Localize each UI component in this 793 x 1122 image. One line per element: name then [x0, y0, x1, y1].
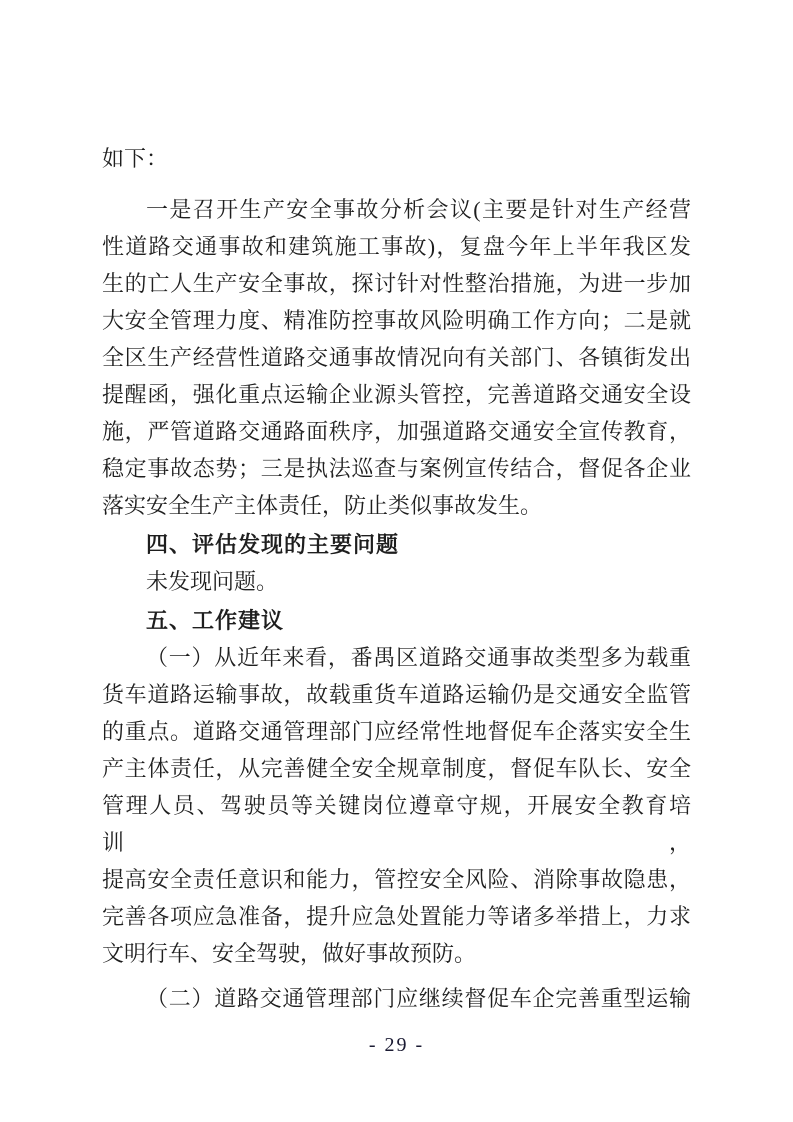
text-line: 提高安全责任意识和能力，管控安全风险、消除事故隐患，: [102, 867, 691, 892]
text-line: 文明行车、安全驾驶，做好事故预防。: [102, 941, 477, 966]
text-line: 货车道路运输事故，故载重货车道路运输仍是交通安全监管: [102, 682, 691, 707]
paragraph-suggestion-2: [102, 980, 691, 1017]
paragraph-measures: [102, 191, 691, 524]
paragraph-continuation: [102, 140, 691, 177]
text-line: 未发现问题。: [146, 569, 279, 594]
text-line: 大安全管理力度、精准防控事故风险明确工作方向；二是就: [102, 308, 691, 333]
paragraph-section-4-body: [102, 563, 691, 600]
text-line: 产主体责任，从完善健全安全规章制度，督促车队长、安全: [102, 756, 691, 781]
page-number: - 29 -: [368, 1034, 425, 1056]
text-line: 一是召开生产安全事故分析会议(主要是针对生产经营: [146, 197, 691, 222]
paragraph-section-5-heading: [102, 602, 691, 639]
paragraph-suggestion-1: [102, 639, 691, 972]
text-line: 性道路交通事故和建筑施工事故)，复盘今年上半年我区发: [102, 234, 691, 259]
text-line: 五、工作建议: [146, 608, 285, 633]
document-body: [102, 140, 691, 1017]
text-line: 管理人员、驾驶员等关键岗位遵章守规，开展安全教育培训，: [102, 793, 691, 855]
text-line: 稳定事故态势；三是执法巡查与案例宣传结合，督促各企业: [102, 456, 691, 481]
text-line: 生的亡人生产安全事故，探讨针对性整治措施，为进一步加: [102, 271, 691, 296]
text-line: 完善各项应急准备，提升应急处置能力等诸多举措上，力求: [102, 904, 691, 929]
text-line: 落实安全生产主体责任，防止类似事故发生。: [102, 493, 543, 518]
text-line: 四、评估发现的主要问题: [146, 532, 400, 557]
text-line: 的重点。道路交通管理部门应经常性地督促车企落实安全生: [102, 719, 691, 744]
text-line: 如下：: [102, 146, 169, 171]
text-line: （一）从近年来看，番禺区道路交通事故类型多为载重: [146, 645, 691, 670]
page-footer: [0, 1034, 793, 1057]
text-line: 施，严管道路交通路面秩序，加强道路交通安全宣传教育，: [102, 419, 691, 444]
text-line: 提醒函，强化重点运输企业源头管控，完善道路交通安全设: [102, 382, 691, 407]
paragraph-section-4-heading: [102, 526, 691, 563]
text-line: （二）道路交通管理部门应继续督促车企完善重型运输: [146, 986, 691, 1011]
text-line: 全区生产经营性道路交通事故情况向有关部门、各镇街发出: [102, 345, 691, 370]
